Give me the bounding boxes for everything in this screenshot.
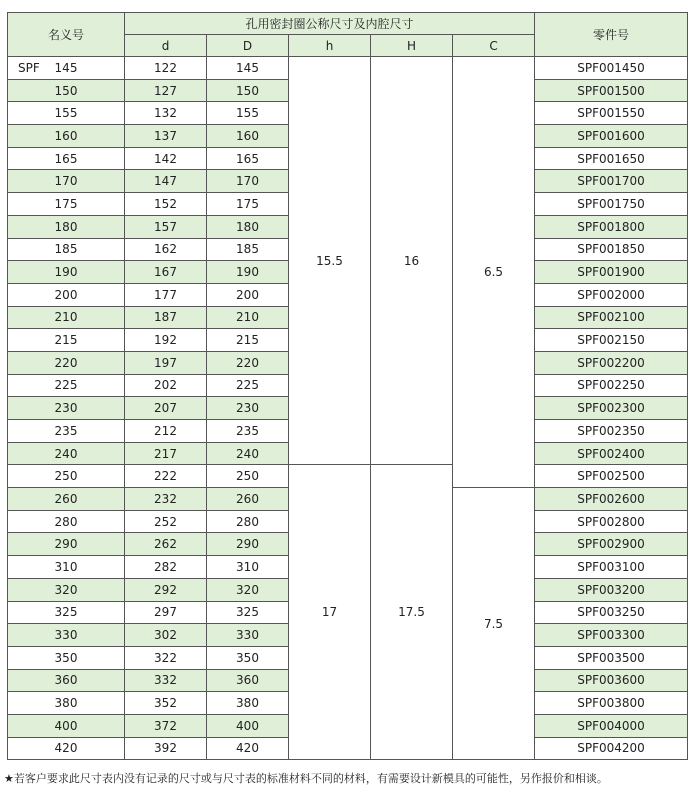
header-H: H [371, 35, 453, 57]
nominal-value: 160 [54, 128, 78, 143]
nominal-value: 150 [54, 83, 78, 98]
D-cell: 150 [207, 79, 289, 102]
D-cell: 180 [207, 215, 289, 238]
nominal-cell [8, 147, 125, 170]
part-number-cell: SPF003100 [535, 556, 688, 579]
part-number-cell: SPF002600 [535, 488, 688, 511]
d-cell: 147 [125, 170, 207, 193]
header-nominal: 名义号 [8, 13, 125, 57]
D-cell: 230 [207, 397, 289, 420]
part-number-cell: SPF001450 [535, 57, 688, 80]
nominal-cell [8, 737, 125, 760]
nominal-cell [8, 261, 125, 284]
d-cell: 192 [125, 329, 207, 352]
nominal-cell [8, 692, 125, 715]
part-number-cell: SPF002300 [535, 397, 688, 420]
nominal-value: 400 [54, 718, 78, 733]
nominal-cell [8, 193, 125, 216]
nominal-value: 280 [54, 514, 78, 529]
footnote: ★若客户要求此尺寸表内没有记录的尺寸或与尺寸表的标准材料不同的材料，有需要设计新模具的可能性，另作报价和相谈。 [4, 772, 608, 785]
part-number-cell: SPF001600 [535, 125, 688, 148]
d-cell: 297 [125, 601, 207, 624]
d-cell: 392 [125, 737, 207, 760]
d-cell: 332 [125, 669, 207, 692]
nominal-cell [8, 170, 125, 193]
nominal-value: 360 [54, 673, 78, 688]
nominal-prefix: SPF [18, 60, 40, 75]
nominal-value: 165 [54, 151, 78, 166]
part-number-cell: SPF001750 [535, 193, 688, 216]
nominal-cell [8, 125, 125, 148]
nominal-value: 235 [54, 423, 78, 438]
nominal-value: 215 [54, 333, 78, 348]
D-cell: 220 [207, 351, 289, 374]
d-cell: 157 [125, 215, 207, 238]
part-number-cell: SPF003500 [535, 646, 688, 669]
d-cell: 137 [125, 125, 207, 148]
d-cell: 302 [125, 624, 207, 647]
nominal-value: 170 [54, 174, 78, 189]
D-cell: 350 [207, 646, 289, 669]
nominal-value: 200 [54, 287, 78, 302]
nominal-value: 225 [54, 378, 78, 393]
D-cell: 380 [207, 692, 289, 715]
header-group: 孔用密封圈公称尺寸及内腔尺寸 [125, 13, 535, 35]
d-cell: 212 [125, 420, 207, 443]
D-cell: 165 [207, 147, 289, 170]
d-cell: 122 [125, 57, 207, 80]
header-d: d [125, 35, 207, 57]
part-number-cell: SPF001650 [535, 147, 688, 170]
part-number-cell: SPF001850 [535, 238, 688, 261]
nominal-cell [8, 646, 125, 669]
D-cell: 215 [207, 329, 289, 352]
h-merged-cell: 15.5 [289, 57, 371, 465]
header-D: D [207, 35, 289, 57]
nominal-value: 350 [54, 650, 78, 665]
seal-size-table [7, 12, 688, 760]
header-h: h [289, 35, 371, 57]
nominal-value: 155 [54, 106, 78, 121]
H-merged-cell: 17.5 [371, 465, 453, 760]
nominal-value: 290 [54, 537, 78, 552]
d-cell: 252 [125, 510, 207, 533]
nominal-value: 145 [54, 60, 78, 75]
nominal-cell [8, 215, 125, 238]
D-cell: 225 [207, 374, 289, 397]
part-number-cell: SPF002350 [535, 420, 688, 443]
D-cell: 330 [207, 624, 289, 647]
nominal-cell [8, 465, 125, 488]
D-cell: 250 [207, 465, 289, 488]
d-cell: 282 [125, 556, 207, 579]
part-number-cell: SPF002250 [535, 374, 688, 397]
nominal-cell [8, 57, 125, 80]
nominal-value: 380 [54, 696, 78, 711]
d-cell: 187 [125, 306, 207, 329]
nominal-cell [8, 442, 125, 465]
C-merged-cell: 7.5 [453, 488, 535, 760]
D-cell: 310 [207, 556, 289, 579]
D-cell: 170 [207, 170, 289, 193]
nominal-value: 320 [54, 582, 78, 597]
nominal-cell [8, 306, 125, 329]
header-part-number: 零件号 [535, 13, 688, 57]
part-number-cell: SPF001800 [535, 215, 688, 238]
D-cell: 320 [207, 578, 289, 601]
D-cell: 155 [207, 102, 289, 125]
d-cell: 222 [125, 465, 207, 488]
D-cell: 175 [207, 193, 289, 216]
nominal-cell [8, 669, 125, 692]
nominal-cell [8, 714, 125, 737]
nominal-value: 330 [54, 628, 78, 643]
d-cell: 217 [125, 442, 207, 465]
d-cell: 322 [125, 646, 207, 669]
part-number-cell: SPF003800 [535, 692, 688, 715]
nominal-value: 250 [54, 469, 78, 484]
nominal-cell [8, 238, 125, 261]
table-row [8, 57, 688, 80]
nominal-value: 175 [54, 196, 78, 211]
D-cell: 400 [207, 714, 289, 737]
D-cell: 240 [207, 442, 289, 465]
D-cell: 325 [207, 601, 289, 624]
part-number-cell: SPF002100 [535, 306, 688, 329]
nominal-value: 310 [54, 559, 78, 574]
nominal-cell [8, 533, 125, 556]
nominal-cell [8, 420, 125, 443]
table-body [8, 57, 688, 760]
nominal-cell [8, 329, 125, 352]
nominal-cell [8, 556, 125, 579]
part-number-cell: SPF002150 [535, 329, 688, 352]
d-cell: 132 [125, 102, 207, 125]
H-merged-cell: 16 [371, 57, 453, 465]
nominal-value: 220 [54, 355, 78, 370]
part-number-cell: SPF001500 [535, 79, 688, 102]
d-cell: 167 [125, 261, 207, 284]
D-cell: 200 [207, 283, 289, 306]
nominal-value: 180 [54, 219, 78, 234]
D-cell: 160 [207, 125, 289, 148]
C-merged-cell: 6.5 [453, 57, 535, 488]
D-cell: 235 [207, 420, 289, 443]
part-number-cell: SPF002400 [535, 442, 688, 465]
nominal-cell [8, 79, 125, 102]
part-number-cell: SPF001550 [535, 102, 688, 125]
d-cell: 152 [125, 193, 207, 216]
nominal-cell [8, 624, 125, 647]
d-cell: 292 [125, 578, 207, 601]
nominal-cell [8, 510, 125, 533]
part-number-cell: SPF003300 [535, 624, 688, 647]
nominal-cell [8, 601, 125, 624]
nominal-value: 230 [54, 401, 78, 416]
d-cell: 127 [125, 79, 207, 102]
d-cell: 207 [125, 397, 207, 420]
nominal-cell [8, 283, 125, 306]
nominal-value: 420 [54, 741, 78, 756]
D-cell: 420 [207, 737, 289, 760]
D-cell: 190 [207, 261, 289, 284]
D-cell: 145 [207, 57, 289, 80]
part-number-cell: SPF002500 [535, 465, 688, 488]
part-number-cell: SPF002000 [535, 283, 688, 306]
nominal-value: 210 [54, 310, 78, 325]
nominal-value: 185 [54, 242, 78, 257]
d-cell: 372 [125, 714, 207, 737]
part-number-cell: SPF004200 [535, 737, 688, 760]
part-number-cell: SPF003200 [535, 578, 688, 601]
nominal-value: 240 [54, 446, 78, 461]
nominal-value: 190 [54, 265, 78, 280]
part-number-cell: SPF003250 [535, 601, 688, 624]
d-cell: 177 [125, 283, 207, 306]
nominal-cell [8, 351, 125, 374]
d-cell: 142 [125, 147, 207, 170]
d-cell: 202 [125, 374, 207, 397]
d-cell: 232 [125, 488, 207, 511]
table-row [8, 465, 688, 488]
part-number-cell: SPF001900 [535, 261, 688, 284]
D-cell: 290 [207, 533, 289, 556]
D-cell: 210 [207, 306, 289, 329]
nominal-cell [8, 397, 125, 420]
D-cell: 280 [207, 510, 289, 533]
nominal-value: 325 [54, 605, 78, 620]
nominal-cell [8, 488, 125, 511]
nominal-cell [8, 374, 125, 397]
d-cell: 197 [125, 351, 207, 374]
nominal-cell [8, 102, 125, 125]
D-cell: 360 [207, 669, 289, 692]
part-number-cell: SPF002900 [535, 533, 688, 556]
d-cell: 162 [125, 238, 207, 261]
nominal-cell [8, 578, 125, 601]
d-cell: 352 [125, 692, 207, 715]
D-cell: 260 [207, 488, 289, 511]
part-number-cell: SPF003600 [535, 669, 688, 692]
nominal-value: 260 [54, 491, 78, 506]
part-number-cell: SPF004000 [535, 714, 688, 737]
D-cell: 185 [207, 238, 289, 261]
part-number-cell: SPF002800 [535, 510, 688, 533]
d-cell: 262 [125, 533, 207, 556]
h-merged-cell: 17 [289, 465, 371, 760]
part-number-cell: SPF001700 [535, 170, 688, 193]
header-C: C [453, 35, 535, 57]
part-number-cell: SPF002200 [535, 351, 688, 374]
